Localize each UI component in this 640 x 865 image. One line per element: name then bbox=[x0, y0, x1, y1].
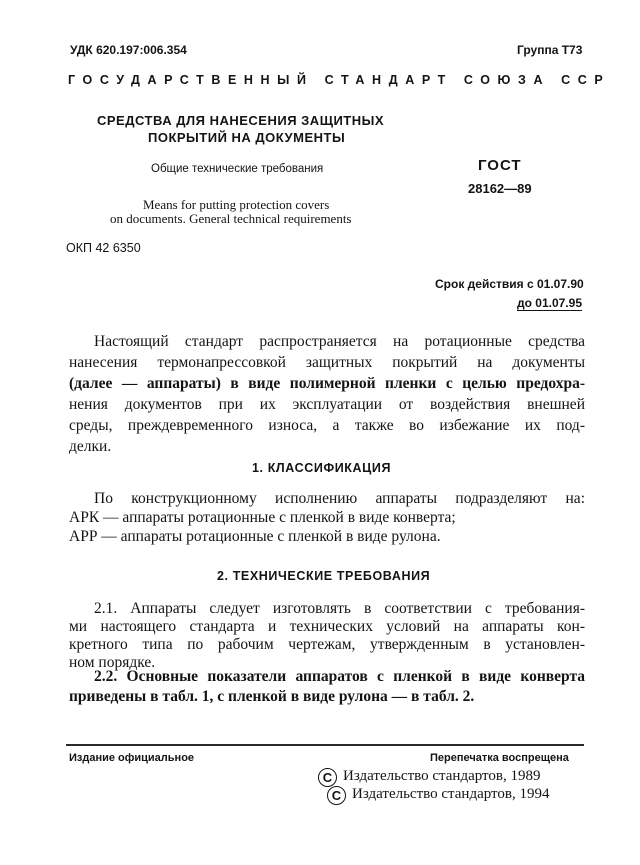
edition-note: Издание официальное bbox=[69, 752, 195, 764]
copyright-line bbox=[327, 786, 549, 805]
document-subtitle: Общие технические требования bbox=[151, 163, 324, 175]
gost-label: ГОСТ bbox=[478, 157, 522, 174]
document-title-line-1: СРЕДСТВА ДЛЯ НАНЕСЕНИЯ ЗАЩИТНЫХ bbox=[97, 113, 385, 128]
section-line: АРК — аппараты ротационные с пленкой в виде конверта; bbox=[69, 509, 456, 526]
copyright-icon: С bbox=[318, 768, 337, 787]
document-title-line-2: ПОКРЫТИЙ НА ДОКУМЕНТЫ bbox=[148, 130, 346, 145]
copyright-line bbox=[318, 768, 540, 787]
intro-line: Настоящий стандарт распространяется на ротационные средства bbox=[94, 333, 585, 350]
english-title-line-1: Means for putting protection covers bbox=[143, 197, 330, 212]
state-standard-banner: ГОСУДАРСТВЕННЫЙ СТАНДАРТ СОЮЗА ССР bbox=[68, 73, 611, 87]
section-line: По конструкционному исполнению аппараты подразделяют на: bbox=[94, 490, 585, 507]
validity-to-text: до 01.07.95 bbox=[517, 296, 582, 310]
section-heading: 1. КЛАССИФИКАЦИЯ bbox=[252, 461, 392, 475]
copyright-text: Издательство стандартов, 1989 bbox=[343, 768, 541, 784]
intro-line: (далее — аппараты) в виде полимерной пленки с целью предохра- bbox=[69, 375, 585, 392]
section-line: приведены в табл. 1, с пленкой в виде рулона — в табл. 2. bbox=[69, 688, 475, 705]
section-line: кретного типа по рабочим чертежам, утвержденным в установлен- bbox=[69, 636, 585, 653]
udk-code: УДК 620.197:006.354 bbox=[70, 43, 187, 57]
okp-code: ОКП 42 6350 bbox=[66, 241, 141, 255]
group-code: Группа Т73 bbox=[517, 43, 583, 57]
english-title-line-2: on documents. General technical requirements bbox=[110, 211, 352, 226]
section-heading: 2. ТЕХНИЧЕСКИЕ ТРЕБОВАНИЯ bbox=[217, 569, 431, 583]
validity-to bbox=[517, 296, 582, 310]
copyright-text: Издательство стандартов, 1994 bbox=[352, 786, 550, 802]
section-line: ми настоящего стандарта и технических условий на аппараты кон- bbox=[69, 618, 585, 635]
section-line: ном порядке. bbox=[69, 654, 156, 671]
gost-number: 28162—89 bbox=[468, 181, 532, 196]
reprint-note: Перепечатка воспрещена bbox=[430, 752, 569, 764]
footer-divider bbox=[66, 744, 584, 746]
section-line: 2.2. Основные показатели аппаратов с пленкой в виде конверта bbox=[94, 668, 585, 685]
intro-line: делки. bbox=[69, 438, 112, 455]
validity-from: Срок действия с 01.07.90 bbox=[435, 277, 584, 291]
section-line: 2.1. Аппараты следует изготовлять в соответствии с требования- bbox=[94, 600, 585, 617]
intro-line: среды, преждевременного износа, а также во избежание их под- bbox=[69, 417, 585, 434]
intro-line: нанесения термонапрессовкой защитных покрытий на документы bbox=[69, 354, 585, 371]
intro-line: нения документов при их эксплуатации от воздействия внешней bbox=[69, 396, 585, 413]
section-line: АРР — аппараты ротационные с пленкой в виде рулона. bbox=[69, 528, 441, 545]
copyright-icon: С bbox=[327, 786, 346, 805]
